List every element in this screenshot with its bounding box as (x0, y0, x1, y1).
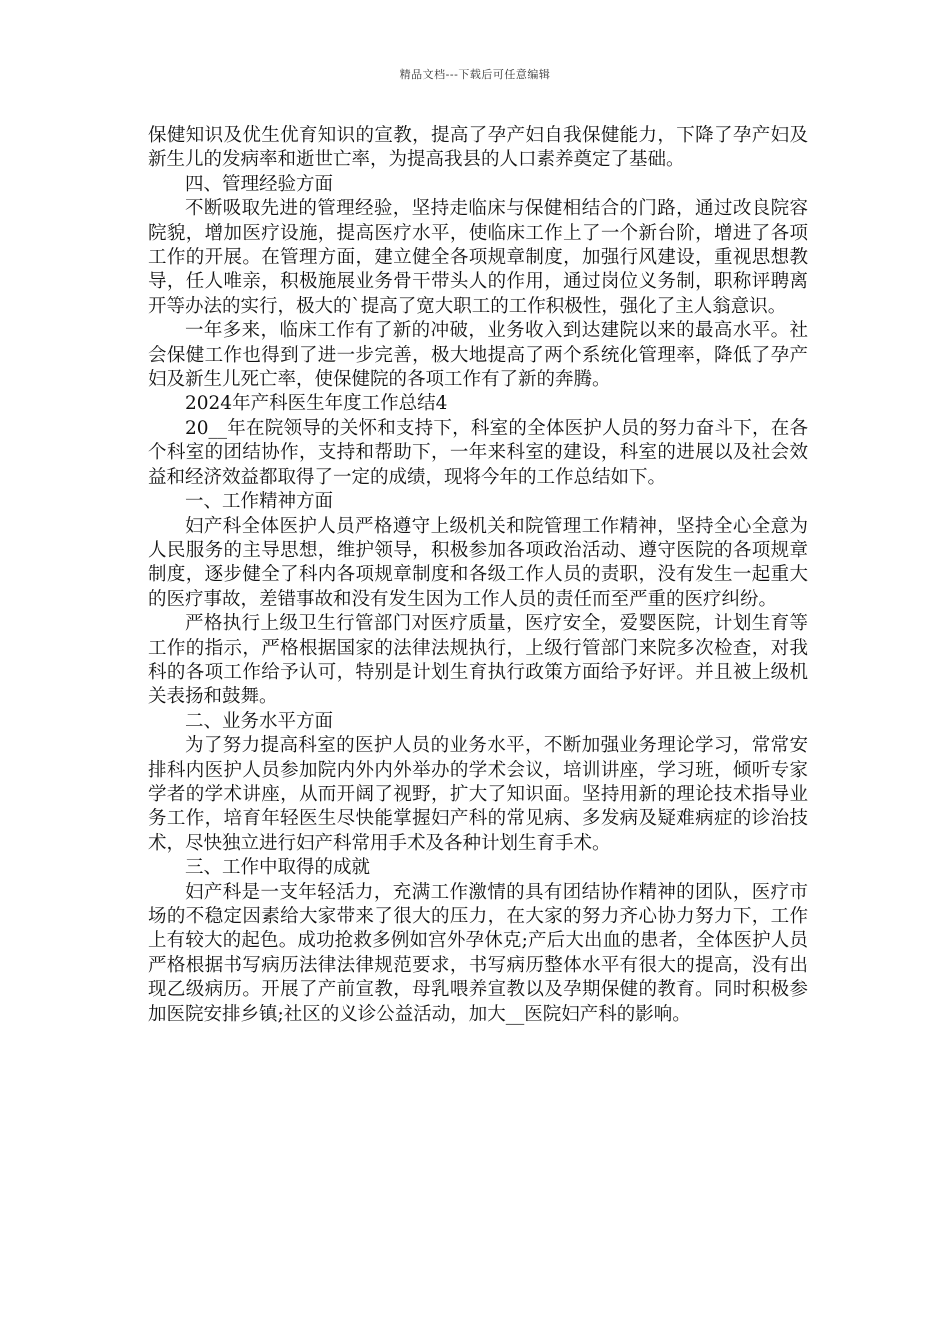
paragraph: 妇产科是一支年轻活力，充满工作激情的具有团结协作精神的团队，医疗市场的不稳定因素给大家带来了很大的压力，在大家的努力齐心协力努力下，工作上有较大的起色。成功抢救多例如宫外孕休克;产后大出血的患者，全体医护人员严格根据书写病历法律法律规范要求，书写病历整体水平有很大的提高，没有出现乙级病历。开展了产前宣教，母乳喂养宣教以及孕期保健的教育。同时积极参加医院安排乡镇;社区的义诊公益活动，加大__医院妇产科的影响。 (148, 881, 808, 1025)
document-title: 2024年产科医生年度工作总结4 (185, 393, 448, 415)
paragraph: 妇产科全体医护人员严格遵守上级机关和院管理工作精神，坚持全心全意为人民服务的主导思想，维护领导，积极参加各项政治活动、遵守医院的各项规章制度，逐步健全了科内各项规章制度和各级工作人员的责职，没有发生一起重大的医疗事故，差错事故和没有发生因为工作人员的责任而至严重的医疗纠纷。 (148, 515, 808, 610)
paragraph: 严格执行上级卫生行管部门对医疗质量，医疗安全，爱婴医院，计划生育等工作的指示，严格根据国家的法律法规执行，上级行管部门来院多次检查，对我科的各项工作给予认可，特别是计划生育执行政策方面给予好评。并且被上级机关表扬和鼓舞。 (148, 613, 808, 708)
paragraph: 为了努力提高科室的医护人员的业务水平，不断加强业务理论学习，常常安排科内医护人员参加院内外内外举办的学术会议，培训讲座，学习班，倾听专家学者的学术讲座，从而开阔了视野，扩大了知识面。坚持用新的理论技术指导业务工作，培育年轻医生尽快能掌握妇产科的常见病、多发病及疑难病症的诊治技术，尽快独立进行妇产科常用手术及各种计划生育手术。 (148, 735, 808, 854)
section-heading-business: 二、业务水平方面 (185, 710, 334, 732)
paragraph: 不断吸取先进的管理经验，坚持走临床与保健相结合的门路，通过改良院容院貌，增加医疗设施，提高医疗水平，使临床工作上了一个新台阶，增进了各项工作的开展。在管理方面，建立健全各项规章制度，加强行风建设，重视思想教导，任人唯亲，积极施展业务骨干带头人的作用，通过岗位义务制，职称评聘离开等办法的实行，极大的`提高了宽大职工的工作积极性，强化了主人翁意识。 (148, 198, 808, 317)
section-heading-spirit: 一、工作精神方面 (185, 491, 334, 513)
section-heading-management: 四、管理经验方面 (185, 173, 334, 195)
document-body (148, 124, 808, 1027)
paragraph-continued: 保健知识及优生优育知识的宣教，提高了孕产妇自我保健能力，下降了孕产妇及新生儿的发病率和逝世亡率，为提高我县的人口素养奠定了基础。 (148, 125, 808, 171)
page-header: 精品文档---下载后可任意编辑 (399, 68, 551, 81)
paragraph: 20__年在院领导的关怀和支持下，科室的全体医护人员的努力奋斗下，在各个科室的团结协作，支持和帮助下，一年来科室的建设，科室的进展以及社会效益和经济效益都取得了一定的成绩，现将今年的工作总结如下。 (148, 417, 808, 488)
section-heading-achievements: 三、工作中取得的成就 (185, 857, 371, 879)
paragraph: 一年多来，临床工作有了新的冲破，业务收入到达建院以来的最高水平。社会保健工作也得到了进一步完善，极大地提高了两个系统化管理率，降低了孕产妇及新生儿死亡率，使保健院的各项工作有了新的奔腾。 (148, 320, 808, 391)
